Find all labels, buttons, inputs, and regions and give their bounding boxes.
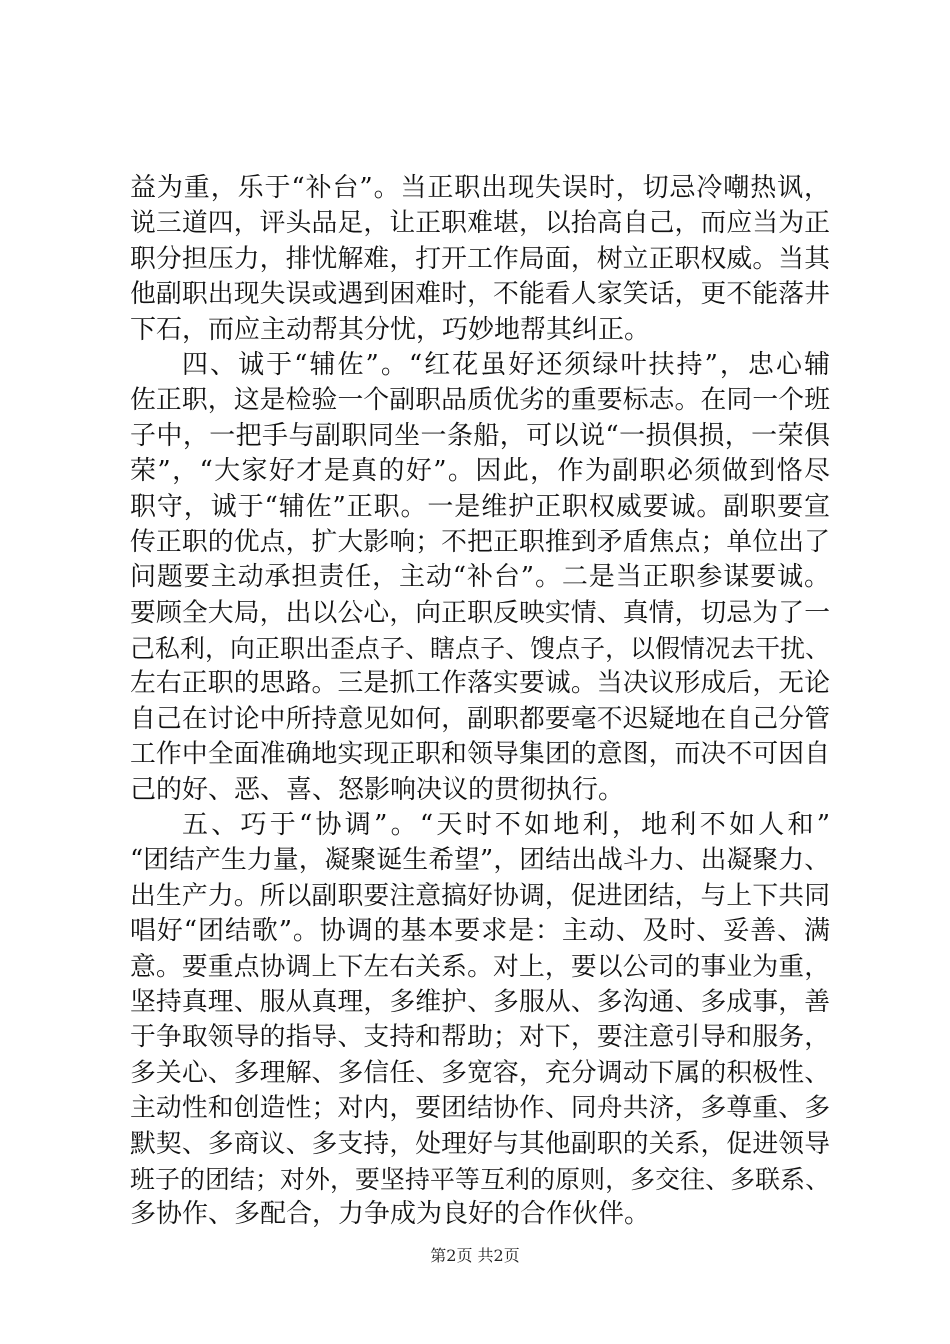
page-footer: 第2页 共2页 [430, 1246, 520, 1265]
text-line: 四、诚于“辅佐”。“红花虽好还须绿叶扶持”，忠心辅 [182, 349, 830, 380]
text-line: 传正职的优点，扩大影响；不把正职推到矛盾焦点；单位出了 [130, 526, 830, 557]
text-line: 益为重，乐于“补台”。当正职出现失误时，切忌冷嘲热讽， [130, 173, 830, 203]
text-line: 左右正职的思路。三是抓工作落实要诚。当决议形成后，无论 [130, 668, 830, 699]
text-line: 说三道四，评头品足，让正职难堪，以抬高自己，而应当为正 [130, 208, 830, 239]
text-line: 班子的团结；对外，要坚持平等互利的原则，多交往、多联系、 [130, 1164, 830, 1194]
text-line: 五、巧于“协调”。“天时不如地利，地利不如人和” [182, 810, 830, 841]
text-line: 默契、多商议、多支持，处理好与其他副职的关系，促进领导 [130, 1128, 830, 1159]
text-line: 问题要主动承担责任，主动“补台”。二是当正职参谋要诚。 [130, 562, 830, 593]
text-line: 子中，一把手与副职同坐一条船，可以说“一损俱损，一荣俱 [130, 420, 830, 451]
text-line: 意。要重点协调上下左右关系。对上，要以公司的事业为重， [130, 951, 830, 982]
text-line: 职守，诚于“辅佐”正职。一是维护正职权威要诚。副职要宣 [130, 491, 830, 522]
text-line: 荣”，“大家好才是真的好”。因此，作为副职必须做到恪尽 [130, 456, 830, 487]
text-line: 工作中全面准确地实现正职和领导集团的意图，而决不可因自 [130, 739, 830, 770]
text-line: “团结产生力量，凝聚诞生希望”，团结出战斗力、出凝聚力、 [130, 845, 830, 876]
text-line: 己私利，向正职出歪点子、瞎点子、馊点子，以假情况去干扰、 [130, 634, 830, 664]
text-line: 于争取领导的指导、支持和帮助；对下，要注意引导和服务， [130, 1022, 830, 1053]
text-line: 出生产力。所以副职要注意搞好协调，促进团结，与上下共同 [130, 880, 830, 911]
text-line: 唱好“团结歌”。协调的基本要求是：主动、及时、妥善、满 [130, 916, 830, 947]
text-line: 自己在讨论中所持意见如何，副职都要毫不迟疑地在自己分管 [130, 703, 830, 734]
text-line: 主动性和创造性；对内，要团结协作、同舟共济，多尊重、多 [130, 1093, 830, 1124]
text-line: 多协作、多配合，力争成为良好的合作伙伴。 [130, 1199, 651, 1230]
text-line: 他副职出现失误或遇到困难时，不能看人家笑话，更不能落井 [130, 279, 830, 310]
text-line: 多关心、多理解、多信任、多宽容，充分调动下属的积极性、 [130, 1057, 830, 1088]
text-line: 职分担压力，排忧解难，打开工作局面，树立正职权威。当其 [130, 243, 830, 274]
text-line: 坚持真理、服从真理，多维护、多服从、多沟通、多成事，善 [130, 986, 830, 1017]
text-line: 己的好、恶、喜、怒影响决议的贯彻执行。 [130, 774, 625, 805]
text-line: 佐正职，这是检验一个副职品质优劣的重要标志。在同一个班 [130, 385, 830, 416]
document-body [130, 171, 830, 1233]
text-line: 下石，而应主动帮其分忧，巧妙地帮其纠正。 [130, 314, 651, 345]
text-line: 要顾全大局，出以公心，向正职反映实情、真情，切忌为了一 [130, 597, 830, 628]
